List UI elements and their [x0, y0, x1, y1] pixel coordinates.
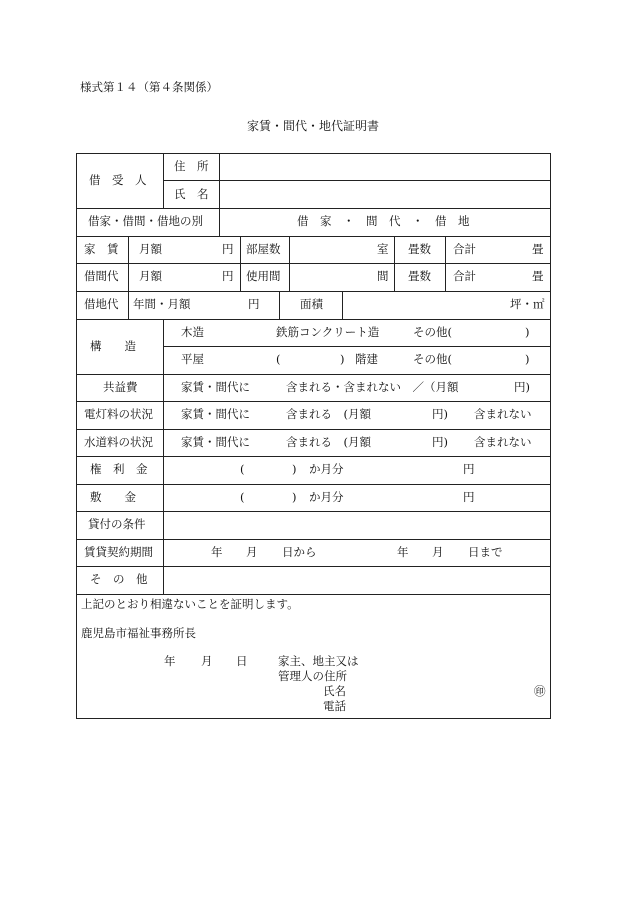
structure-other-1: その他( [413, 325, 452, 339]
room-rent-monthly: 月額 [139, 269, 162, 283]
structure-other-2: その他( [413, 352, 452, 366]
signer-name-label: 氏名 [323, 684, 346, 698]
form-label: 様式第１４（第４条関係） [80, 80, 218, 94]
land-rent-yen: 円 [248, 297, 260, 311]
key-money-close: ) [292, 462, 297, 476]
rent-monthly: 月額 [139, 242, 162, 256]
water-included: 含まれる (月額 [286, 435, 371, 449]
type-options: 借 家 ・ 間 代 ・ 借 地 [297, 214, 470, 228]
room-rent-tatami: 畳数 [408, 269, 431, 283]
land-rent-label: 借地代 [84, 297, 119, 311]
electric-rent-text: 家賃・間代に [181, 407, 250, 421]
period-year-2: 年 [397, 545, 409, 559]
key-money-yen: 円 [463, 462, 475, 476]
common-fee-label: 共益費 [103, 380, 138, 394]
water-rent-text: 家賃・間代に [181, 435, 250, 449]
deposit-open: ( [240, 490, 245, 504]
electric-yen: 円) [432, 407, 448, 421]
rent-tatami: 畳数 [408, 242, 431, 256]
room-rent-total: 合計 [453, 269, 476, 283]
electric-included: 含まれる (月額 [286, 407, 371, 421]
structure-other-2-close: ) [525, 352, 530, 366]
land-rent-unit: 坪・㎡ [510, 297, 545, 311]
period-month-2: 月 [432, 545, 444, 559]
water-yen: 円) [432, 435, 448, 449]
period-label: 賃貸契約期間 [84, 545, 153, 559]
date-month: 月 [201, 654, 213, 668]
certification-statement: 上記のとおり相違ないことを証明します。 [81, 597, 299, 611]
period-until: 日まで [468, 545, 503, 559]
room-rent-room-unit: 間 [377, 269, 389, 283]
structure-floors-close: ) [340, 352, 345, 366]
structure-floors-open: ( [276, 352, 281, 366]
common-fee-yen: 円) [514, 380, 530, 394]
date-year: 年 [164, 654, 176, 668]
common-fee-included: 含まれる・含まれない ／（月額 [286, 380, 459, 394]
key-money-open: ( [240, 462, 245, 476]
other-label: そ の 他 [90, 572, 148, 586]
rent-rooms: 部屋数 [246, 242, 281, 256]
structure-wood: 木造 [181, 325, 204, 339]
water-not-included: 含まれない [474, 435, 532, 449]
rent-jo: 畳 [532, 242, 544, 256]
landlord-label: 家主、地主又は [278, 654, 359, 668]
common-fee-rent-text: 家賃・間代に [181, 380, 250, 394]
structure-flat: 平屋 [181, 352, 204, 366]
room-rent-rooms: 使用間 [246, 269, 281, 283]
land-rent-area: 面積 [300, 297, 323, 311]
deposit-months: か月分 [309, 490, 344, 504]
rent-room-unit: 室 [377, 242, 389, 256]
deposit-close: ) [292, 490, 297, 504]
conditions-label: 貸付の条件 [88, 517, 146, 531]
addressee: 鹿児島市福祉事務所長 [81, 626, 196, 640]
manager-address-label: 管理人の住所 [278, 669, 347, 683]
date-day: 日 [236, 654, 248, 668]
room-rent-jo: 畳 [532, 269, 544, 283]
rent-total: 合計 [453, 242, 476, 256]
water-label: 水道料の状況 [84, 435, 153, 449]
period-month: 月 [246, 545, 258, 559]
land-rent-period: 年間・月額 [133, 297, 191, 311]
borrower-label: 借 受 人 [89, 173, 147, 187]
key-money-months: か月分 [309, 462, 344, 476]
room-rent-label: 借間代 [84, 269, 119, 283]
name-label: 氏 名 [174, 187, 209, 201]
type-label: 借家・借間・借地の別 [88, 214, 203, 228]
room-rent-yen: 円 [222, 269, 234, 283]
structure-floors: 階建 [355, 352, 378, 366]
seal-mark: ㊞ [534, 684, 546, 698]
address-label: 住 所 [174, 159, 209, 173]
electric-not-included: 含まれない [474, 407, 532, 421]
deposit-label: 敷 金 [90, 490, 136, 504]
page-title: 家賃・間代・地代証明書 [247, 119, 380, 133]
period-year: 年 [211, 545, 223, 559]
structure-other-1-close: ) [525, 325, 530, 339]
phone-label: 電話 [323, 699, 346, 713]
structure-label: 構 造 [90, 339, 136, 353]
period-from: 日から [282, 545, 317, 559]
electric-label: 電灯料の状況 [84, 407, 153, 421]
deposit-yen: 円 [463, 490, 475, 504]
rent-label: 家 賃 [84, 242, 119, 256]
key-money-label: 権 利 金 [90, 462, 148, 476]
rent-yen: 円 [222, 242, 234, 256]
structure-rc: 鉄筋コンクリート造 [276, 325, 380, 339]
